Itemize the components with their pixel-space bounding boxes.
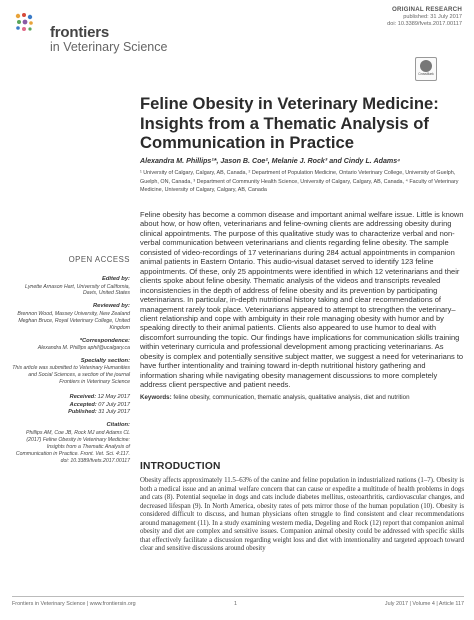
reviewed-by-label: Reviewed by: (92, 303, 130, 310)
crossmark-icon (420, 60, 432, 72)
citation-label: Citation: (106, 422, 130, 429)
page-number: 1 (234, 601, 237, 607)
article-meta (387, 6, 462, 28)
received-label: Received: (69, 394, 97, 401)
accepted-date: 07 July 2017 (98, 401, 130, 408)
keywords-label: Keywords: (140, 393, 172, 401)
specialty-label: Specialty section: (80, 357, 130, 364)
received-date: 12 May 2017 (97, 394, 130, 401)
keywords (140, 394, 464, 402)
abstract-text: Feline obesity has become a common disease and important animal welfare issue. Little is known about how, or how often, veterinarians and feline-owning clients are addressing obesity during clinical appointments. The purpose of this qualitative study was to characterize verbal and non-verbal communication between veterinarians and clients regarding feline obesity. The sample consisted of video-recordings of 17 veterinarians during 284 actual appointments in companion animal patients in Eastern Ontario. This audio-visual dataset served to identify 123 feline appointments. Of these, only 25 appointments were identified in which 12 veterinarians and their clients spoke about feline obesity. Thematic analysis of the videos and transcripts revealed inconsistencies in the depth of address of feline obesity and its prevention by participating veterinarians. In particular, in-depth nutritional history taking and clear recommendations of management rarely took place. Veterinarians appeared to attempt to strengthen the veterinary–client relationship and cope with ambiguity in their role managing obesity with humor and by speaking directly to their animal patients. Clients also appeared to use humor to deal with discomfort surrounding the topic. Our findings have implications for communication skills training within veterinary curricula and professional development among practicing veterinarians. As obesity is complex and potentially sensitive subject matter, we suggest a need for veterinarians to have further intentionality and training toward in-depth nutritional history gathering and information sharing while navigating obesity management discussions to more completely address client perspective and patient needs. (140, 210, 464, 390)
frontiers-logo-icon (14, 12, 36, 34)
article-title: Feline Obesity in Veterinary Medicine: Insights from a Thematic Analysis of Communication in Practice (140, 94, 439, 152)
introduction-heading: INTRODUCTION (140, 461, 221, 472)
published-line: published: 31 July 2017 (403, 14, 462, 20)
published-date: 31 July 2017 (98, 408, 130, 415)
footer-issue: July 2017 | Volume 4 | Article 117 (384, 601, 464, 607)
page-footer (12, 596, 464, 608)
correspondence-label: *Correspondence: (79, 337, 130, 344)
footer-journal[interactable]: Frontiers in Veterinary Science | www.frontiersin.org (12, 601, 136, 607)
article-sidebar (12, 255, 130, 464)
received-row (12, 394, 130, 401)
crossmark-label: CrossMark (418, 72, 434, 76)
published-row (12, 409, 130, 416)
abstract (140, 210, 464, 402)
logo-journal: in Veterinary Science (50, 40, 168, 54)
reviewed-by: Brennon Wood, Massey University, New Zealand Meghan Bruce, Royal Veterinary College, United Kingdom (17, 310, 130, 331)
edited-by-label: Edited by: (101, 276, 130, 282)
accepted-label: Accepted: (69, 401, 97, 408)
citation: Phillips AM, Coe JB, Rock MJ and Adams CL (2017) Feline Obesity in Veterinary Medicine: Insights from a Thematic Analysis of Communication in Practice. Front. Vet. Sci. 4:117. doi: 10.3389/fvets.2017.00117 (15, 429, 130, 464)
page-header (0, 0, 474, 58)
doi-line[interactable]: doi: 10.3389/fvets.2017.00117 (387, 21, 462, 27)
accepted-row (12, 402, 130, 409)
author-list: Alexandra M. Phillips¹*, Jason B. Coe², Melanie J. Rock³ and Cindy L. Adams⁴ (140, 157, 401, 165)
article-type: ORIGINAL RESEARCH (392, 6, 462, 13)
specialty-section: This article was submitted to Veterinary Humanities and Social Sciences, a section of the journal Frontiers in Veterinary Science (12, 365, 130, 386)
correspondence[interactable]: Alexandra M. Phillips aphil@ucalgary.ca (37, 345, 130, 352)
crossmark-badge[interactable] (415, 57, 437, 81)
published-label: Published: (68, 408, 97, 415)
open-access-label: OPEN ACCESS (68, 255, 130, 264)
edited-by: Lynette Arnason Hart, University of California, Davis, United States (25, 283, 130, 297)
logo-brand: frontiers (50, 24, 110, 41)
affiliations: ¹ University of Calgary, Calgary, AB, Canada, ² Department of Population Medicine, Ontario Veterinary College, University of Guelph, Guelph, ON, Canada, ³ Department of Community Health Science, University of Calgary, Calgary, AB, Canada, ⁴ Faculty of Veterinary Medicine, University of Calgary, Calgary, AB, Canada (140, 170, 459, 194)
keywords-text: feline obesity, communication, thematic analysis, qualitative analysis, diet and nutrition (173, 393, 410, 401)
frontiers-logo[interactable] (14, 12, 174, 52)
introduction-text: Obesity affects approximately 11.5–63% of the canine and feline population in industrialized nations (1–7). Obesity is both a medical issue and an animal welfare concern that can cause or expedite a multitude of health problems in dogs and cats (8). Potential sequelae in dogs and cats include diabetes mellitus, osteoarthritis, cardiovascular changes, and decreased lifespan (9). In North America, obesity rates of pets mirror those of the human population (10). Obesity is considered difficult to discuss, and human physicians often struggle to find consistent and clear recommendations around management (11). In a study examining western media, Degeling and Rock (12) report that companion animal obesity and diet are complex and sensitive issues. Companion animal obesity could be addressed with specific skills that effectively facilitate a discussion regarding weight loss and diet with intentionality and targeted approach toward clear and sensitive discussions around obesity (140, 477, 464, 553)
dates-block (12, 394, 130, 416)
